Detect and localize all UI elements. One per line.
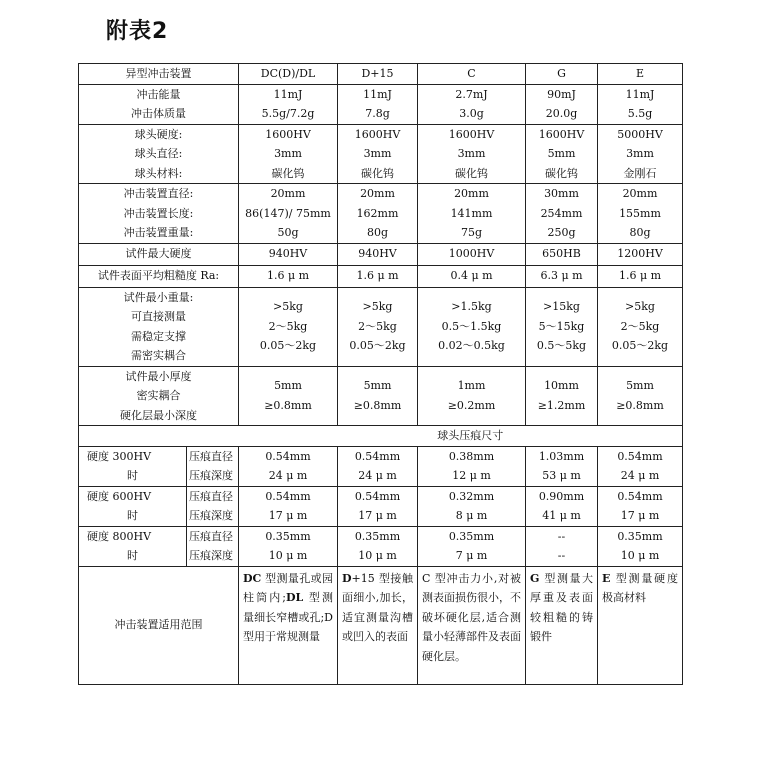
value: 2～5kg [358,319,397,333]
value: 250g [547,226,576,239]
value: 20.0g [545,107,578,120]
value: 0.4 μ m [418,265,526,287]
min-weight-labels [79,287,239,366]
value: 6.3 μ m [526,265,598,287]
col-header: D+15 [338,64,418,85]
value: 7 μ m [418,546,526,566]
value: 10 μ m [239,546,338,566]
value: 0.54mm [598,446,683,466]
depth-label: 压痕深度 [187,466,239,486]
min-thickness-row [79,366,683,426]
description: +15 型接触面细小,加长，适宜测量沟槽或凹入的表面 [342,571,413,643]
indent-depth-row [79,546,683,566]
value: 碳化钨 [455,166,488,180]
value: 2～5kg [620,319,660,333]
value: 10 μ m [338,546,418,566]
value: 5.5g/7.2g [261,107,315,120]
value: 3mm [626,147,654,160]
value: 24 μ m [598,466,683,486]
value: ≥0.8mm [353,398,402,412]
min-weight-label: 试件最小重量: [123,290,194,304]
value: 1600HV [354,127,401,141]
value: ≥1.2mm [537,398,586,412]
value: 1mm [457,379,486,393]
value: 90mJ [547,87,576,101]
value: 碳化钨 [545,166,578,180]
ball-hardness-label: 球头硬度: [134,127,183,141]
value: 0.54mm [338,486,418,506]
value: 80g [629,226,651,239]
value: 碳化钨 [361,166,394,180]
value: 5～15kg [538,319,585,333]
application-c [418,566,526,684]
direct-measure-label: 可直接测量 [131,310,186,323]
ball-material-label: 球头材料: [134,166,183,180]
ball-cell [598,124,683,184]
value: 0.54mm [239,446,338,466]
value: 162mm [356,206,399,220]
min-thickness-labels [79,366,239,426]
value: 30mm [544,187,579,200]
value: 10 μ m [598,546,683,566]
min-thickness-cell [526,366,598,426]
application-dc [239,566,338,684]
energy-cell [598,84,683,124]
value: 650HB [526,243,598,265]
mass-label: 冲击体质量 [131,107,186,120]
max-hardness-row [79,243,683,265]
value: 1000HV [418,243,526,265]
diameter-label: 压痕直径 [187,526,239,546]
device-length-label: 冲击装置长度: [123,206,194,220]
ball-cell [338,124,418,184]
coupling-label: 需密实耦合 [131,349,186,362]
min-weight-cell [598,287,683,366]
value: 5.5g [627,107,653,120]
indent-diameter-row [79,486,683,506]
header-row [79,64,683,85]
value: 8 μ m [418,506,526,526]
description: 型测量大厚重及表面较粗糙的铸锻件 [530,571,593,643]
value: 0.5～1.5kg [441,319,502,333]
value: 17 μ m [598,506,683,526]
indent-section-blank [79,426,239,447]
value: 0.54mm [239,486,338,506]
value: 1.6 μ m [239,265,338,287]
device-cell [338,184,418,244]
application-row [79,566,683,684]
description: D 型用于常规测量 [243,610,333,643]
value: 7.8g [365,107,390,120]
value: 17 μ m [338,506,418,526]
hardness-label: 硬度 600HV [79,486,187,506]
device-cell [526,184,598,244]
max-hardness-label: 试件最大硬度 [79,243,239,265]
type-code: E [602,571,611,585]
value: ≥0.8mm [616,398,664,412]
diameter-label: 压痕直径 [187,446,239,466]
value: 20mm [622,187,658,200]
value: 1.6 μ m [598,265,683,287]
device-labels [79,184,239,244]
value: -- [526,526,598,546]
energy-labels [79,84,239,124]
ball-diameter-label: 球头直径: [134,147,183,160]
device-row [79,184,683,244]
value: 86(147)/ 75mm [245,206,331,220]
value: 3mm [457,147,486,160]
value: >5kg [273,300,303,314]
depth-label: 压痕深度 [187,506,239,526]
impact-device-spec-table [78,63,683,685]
ball-cell [526,124,598,184]
hardness-label: 硬度 300HV [79,446,187,466]
value: ≥0.2mm [447,398,496,412]
stable-support-label: 需稳定支撑 [131,329,186,343]
value: 3.0g [459,107,484,120]
energy-row [79,84,683,124]
value: 24 μ m [239,466,338,486]
energy-cell [526,84,598,124]
page-title: 附表2 [106,19,169,44]
min-thickness-cell [239,366,338,426]
device-cell [598,184,683,244]
device-cell [418,184,526,244]
energy-cell [338,84,418,124]
value: >5kg [362,300,393,314]
value: 5mm [547,147,576,160]
value: >1.5kg [451,300,492,314]
value: 10mm [544,379,579,393]
value: 11mJ [625,87,655,101]
application-e [598,566,683,684]
value: 20mm [360,187,395,200]
value: 5mm [626,379,654,393]
value: 5mm [274,379,302,393]
header-label: 异型冲击装置 [79,64,239,85]
indent-diameter-row [79,526,683,546]
value: 20mm [270,187,306,200]
col-header: G [526,64,598,85]
value: 1600HV [538,127,585,141]
value: 940HV [239,243,338,265]
application-label: 冲击装置适用范围 [79,566,239,684]
value: 24 μ m [338,466,418,486]
value: 碳化钨 [271,166,305,180]
value: -- [526,546,598,566]
value: 254mm [540,206,583,220]
value: 11mJ [363,87,392,101]
value: 0.35mm [418,526,526,546]
hardness-suffix: 时 [79,466,187,486]
min-thickness-cell [418,366,526,426]
value: 53 μ m [526,466,598,486]
type-code: DL [286,591,304,604]
roughness-row [79,265,683,287]
hardness-suffix: 时 [79,506,187,526]
coupling-label: 密实耦合 [136,389,181,402]
min-thickness-label: 试件最小厚度 [125,369,192,383]
value: 1200HV [598,243,683,265]
value: 75g [460,226,483,239]
min-weight-cell [418,287,526,366]
value: 0.05～2kg [349,339,406,353]
value: 20mm [454,187,489,200]
hardened-layer-label: 硬化层最小深度 [120,408,197,422]
device-cell [239,184,338,244]
value: 3mm [363,147,392,160]
value: 3mm [274,147,302,160]
value: 80g [366,226,389,239]
ball-cell [239,124,338,184]
energy-cell [418,84,526,124]
indent-section-row [79,426,683,447]
roughness-label: 试件表面平均粗糙度 Ra: [79,265,239,287]
value: 0.35mm [598,526,683,546]
value: 12 μ m [418,466,526,486]
depth-label: 压痕深度 [187,546,239,566]
value: 0.35mm [338,526,418,546]
hardness-label: 硬度 800HV [79,526,187,546]
indent-depth-row [79,466,683,486]
value: 0.05～2kg [259,339,317,353]
value: 940HV [338,243,418,265]
value: 17 μ m [239,506,338,526]
description: 型测量硬度极高材料 [602,571,678,604]
min-thickness-cell [598,366,683,426]
device-diameter-label: 冲击装置直径: [123,187,194,200]
ball-labels [79,124,239,184]
col-header: C [418,64,526,85]
value: ≥0.8mm [264,398,312,412]
device-weight-label: 冲击装置重量: [123,226,194,239]
energy-cell [239,84,338,124]
value: 5000HV [617,127,663,141]
min-weight-cell [338,287,418,366]
value: 0.35mm [239,526,338,546]
energy-label: 冲击能量 [136,87,181,101]
type-code: G [530,571,540,585]
description: 型测量孔或园柱筒内; [243,571,333,604]
value: 0.02～0.5kg [438,339,505,353]
value: 1.03mm [526,446,598,466]
ball-cell [418,124,526,184]
value: 0.5～5kg [536,339,587,353]
value: 0.54mm [598,486,683,506]
diameter-label: 压痕直径 [187,486,239,506]
value: 1600HV [448,127,495,141]
value: >5kg [625,300,655,314]
min-weight-row [79,287,683,366]
value: 1.6 μ m [338,265,418,287]
value: 155mm [619,206,661,220]
type-code: D [342,571,352,585]
type-code: DC [243,571,262,585]
value: 2.7mJ [455,87,488,101]
value: 0.32mm [418,486,526,506]
description: C 型冲击力小,对被测表面损伤很小，不破坏硬化层,适合测量小轻薄部件及表面硬化层。 [422,571,521,663]
application-g [526,566,598,684]
ball-row [79,124,683,184]
description: 型测量细长窄槽或孔; [243,591,333,624]
value: 11mJ [273,87,303,101]
min-weight-cell [239,287,338,366]
value: 0.05～2kg [611,339,669,353]
col-header: E [598,64,683,85]
min-thickness-cell [338,366,418,426]
value: 5mm [363,379,392,393]
value: 0.54mm [338,446,418,466]
value: 0.90mm [526,486,598,506]
col-header: DC(D)/DL [239,64,338,85]
value: 50g [277,226,299,239]
application-d15 [338,566,418,684]
indent-diameter-row [79,446,683,466]
value: 1600HV [265,127,311,141]
value: 141mm [450,206,493,220]
value: 金刚石 [623,166,657,180]
value: >15kg [543,300,580,314]
value: 41 μ m [526,506,598,526]
hardness-suffix: 时 [79,546,187,566]
min-weight-cell [526,287,598,366]
indent-depth-row [79,506,683,526]
value: 2～5kg [268,319,308,333]
value: 0.38mm [418,446,526,466]
indent-section-label: 球头压痕尺寸 [239,426,683,447]
